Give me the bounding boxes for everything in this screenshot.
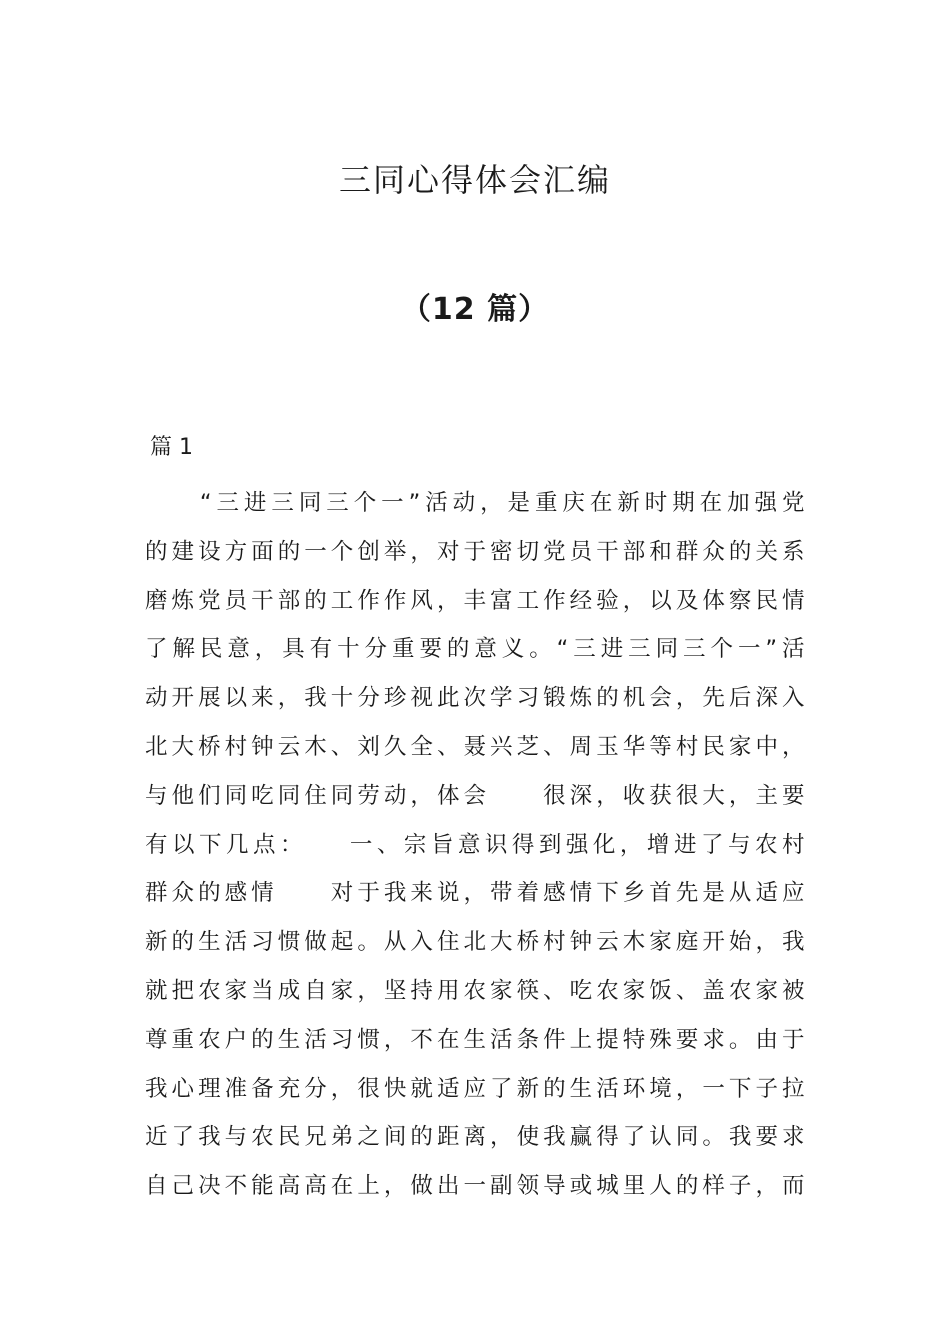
body-text (145, 479, 805, 1211)
document-subtitle: （12 篇） (400, 292, 550, 327)
body-line: 了解民意，具有十分重要的意义。“三进三同三个一”活 (145, 636, 805, 663)
body-line: 与他们同吃同住同劳动，体会 很深，收获很大，主要 (145, 782, 805, 809)
body-line: 有以下几点： 一、宗旨意识得到强化，增进了与农村 (145, 831, 805, 858)
body-line: 我心理准备充分，很快就适应了新的生活环境，一下子拉 (145, 1075, 805, 1102)
body-line: 北大桥村钟云木、刘久全、聂兴芝、周玉华等村民家中， (145, 733, 805, 760)
body-line: 尊重农户的生活习惯，不在生活条件上提特殊要求。由于 (145, 1026, 805, 1053)
document-title: 三同心得体会汇编 (338, 161, 611, 199)
body-line: 新的生活习惯做起。从入住北大桥村钟云木家庭开始，我 (145, 929, 805, 956)
body-line: 就把农家当成自家，坚持用农家筷、吃农家饭、盖农家被 (145, 977, 805, 1004)
body-line: 自己决不能高高在上，做出一副领导或城里人的样子，而 (145, 1173, 805, 1200)
section-label: 篇 1 (150, 435, 193, 460)
body-line: 的建设方面的一个创举，对于密切党员干部和群众的关系 (145, 538, 805, 565)
body-line: 近了我与农民兄弟之间的距离，使我赢得了认同。我要求 (145, 1124, 805, 1151)
body-line: 动开展以来，我十分珍视此次学习锻炼的机会，先后深入 (145, 685, 805, 712)
body-line: 群众的感情 对于我来说，带着感情下乡首先是从适应 (145, 880, 805, 907)
body-line: “三进三同三个一”活动，是重庆在新时期在加强党 (145, 490, 805, 516)
body-line: 磨炼党员干部的工作作风，丰富工作经验，以及体察民情 (145, 587, 805, 614)
